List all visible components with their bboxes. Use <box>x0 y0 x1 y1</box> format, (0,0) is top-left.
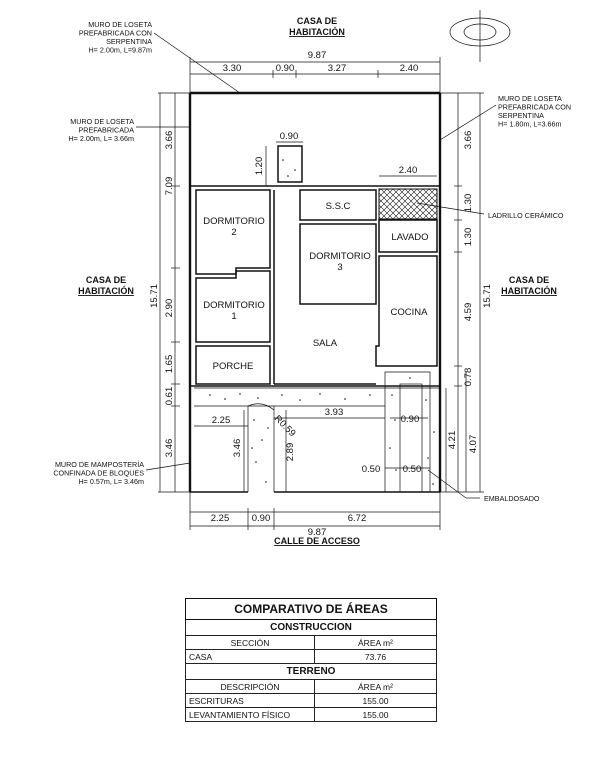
room-cocina: COCINA <box>390 307 428 318</box>
dim-right-a: 3.66 <box>463 130 474 150</box>
dim-right-d: 4.59 <box>463 302 474 322</box>
dim-left-d: 1.65 <box>164 354 175 374</box>
room-dormitorio-3: DORMITORIO 3 <box>309 251 371 273</box>
col-descripcion: DESCRIPCIÓN <box>186 680 315 694</box>
room-porche: PORCHE <box>212 361 254 372</box>
row-value: 73.76 <box>315 650 437 664</box>
dim-bottom-seg-1: 2.25 <box>210 513 230 524</box>
north-label: CASA DE HABITACIÓN <box>289 16 345 37</box>
dim-left-b: 3.66 <box>164 130 175 150</box>
col-area: ÁREA m² <box>315 636 437 650</box>
room-lavado: LAVADO <box>391 232 429 243</box>
dim-bottom-seg-3: 6.72 <box>347 513 367 524</box>
table-title: COMPARATIVO DE ÁREAS <box>186 599 437 620</box>
interior-walls <box>190 146 440 386</box>
dim-inner-225: 2.25 <box>211 415 231 426</box>
col-area-2: ÁREA m² <box>315 680 437 694</box>
south-label: CALLE DE ACCESO <box>274 536 360 546</box>
room-sala: SALA <box>312 338 338 349</box>
room-dormitorio-2: DORMITORIO 2 <box>203 216 265 238</box>
dim-top-seg-1: 3.30 <box>222 63 242 74</box>
table-row <box>186 694 437 708</box>
dim-inner-240: 2.40 <box>398 165 418 176</box>
dim-right-c: 1.30 <box>463 227 474 247</box>
west-label: CASA DE HABITACIÓN <box>78 275 134 296</box>
dim-right-b: 1.30 <box>463 193 474 213</box>
room-dormitorio-1: DORMITORIO 1 <box>203 300 265 322</box>
dim-top-seg-4: 2.40 <box>399 63 419 74</box>
note-ladrillo: LADRILLO CERÁMICO <box>488 211 564 220</box>
row-label: ESCRITURAS <box>186 694 315 708</box>
dim-radius: R0.59 <box>271 413 298 440</box>
section-terreno: TERRENO <box>186 664 437 680</box>
dim-left-f: 3.46 <box>164 438 175 458</box>
section-construccion: CONSTRUCCION <box>186 620 437 636</box>
row-label: CASA <box>186 650 315 664</box>
outer-walls <box>190 93 440 492</box>
dim-inner-120: 1.20 <box>254 156 265 176</box>
dim-bottom-total: 9.87 <box>307 527 327 538</box>
north-arrow-icon <box>450 10 510 62</box>
note-mamposteria: MURO DE MAMPOSTERÍA CONFINADA DE BLOQUES H= 0.57m, L= 3.46m <box>53 460 144 486</box>
room-ssc: S.S.C <box>325 201 351 212</box>
table-row <box>186 708 437 722</box>
dim-left-a: 7.09 <box>164 176 175 196</box>
col-seccion: SECCIÓN <box>186 636 315 650</box>
dim-inner-393: 3.93 <box>324 407 344 418</box>
note-embaldosado: EMBALDOSADO <box>484 494 540 503</box>
note-muro-este: MURO DE LOSETA PREFABRICADA CON SERPENTINA H= 1.80m, L=3.66m <box>498 94 572 129</box>
dim-right-total: 15.71 <box>482 284 493 308</box>
dim-inner-090: 0.90 <box>279 131 299 142</box>
dim-top-seg-3: 3.27 <box>327 63 347 74</box>
dim-inner-050b: 0.50 <box>402 464 422 475</box>
dim-inner-050a: 0.50 <box>361 464 381 475</box>
row-value: 155.00 <box>315 708 437 722</box>
table-row <box>186 650 437 664</box>
areas-table <box>185 598 437 722</box>
east-label: CASA DE HABITACIÓN <box>501 275 557 296</box>
note-muro-norte: MURO DE LOSETA PREFABRICADA CON SERPENTINA H= 2.00m, L=9.87m <box>78 20 152 55</box>
dim-right-g: 4.07 <box>468 434 479 454</box>
dim-left-total: 15.71 <box>149 284 160 308</box>
dim-right-e: 0.78 <box>463 367 474 387</box>
dimension-lines <box>158 57 484 530</box>
row-value: 155.00 <box>315 694 437 708</box>
note-muro-oeste: MURO DE LOSETA PREFABRICADA H= 2.00m, L= 3.66m <box>68 117 134 143</box>
dim-inner-289: 2.89 <box>285 442 296 462</box>
dim-inner-346: 3.46 <box>232 438 243 458</box>
dim-top-total: 9.87 <box>307 50 327 61</box>
row-label: LEVANTAMIENTO FÍSICO <box>186 708 315 722</box>
dim-inner-090b: 0.90 <box>400 414 420 425</box>
dim-left-c: 2.90 <box>164 298 175 318</box>
dim-left-e: 0.61 <box>164 386 175 406</box>
dim-top-seg-2: 0.90 <box>275 63 295 74</box>
dim-right-f: 4.21 <box>447 430 458 450</box>
dim-bottom-seg-2: 0.90 <box>251 513 271 524</box>
